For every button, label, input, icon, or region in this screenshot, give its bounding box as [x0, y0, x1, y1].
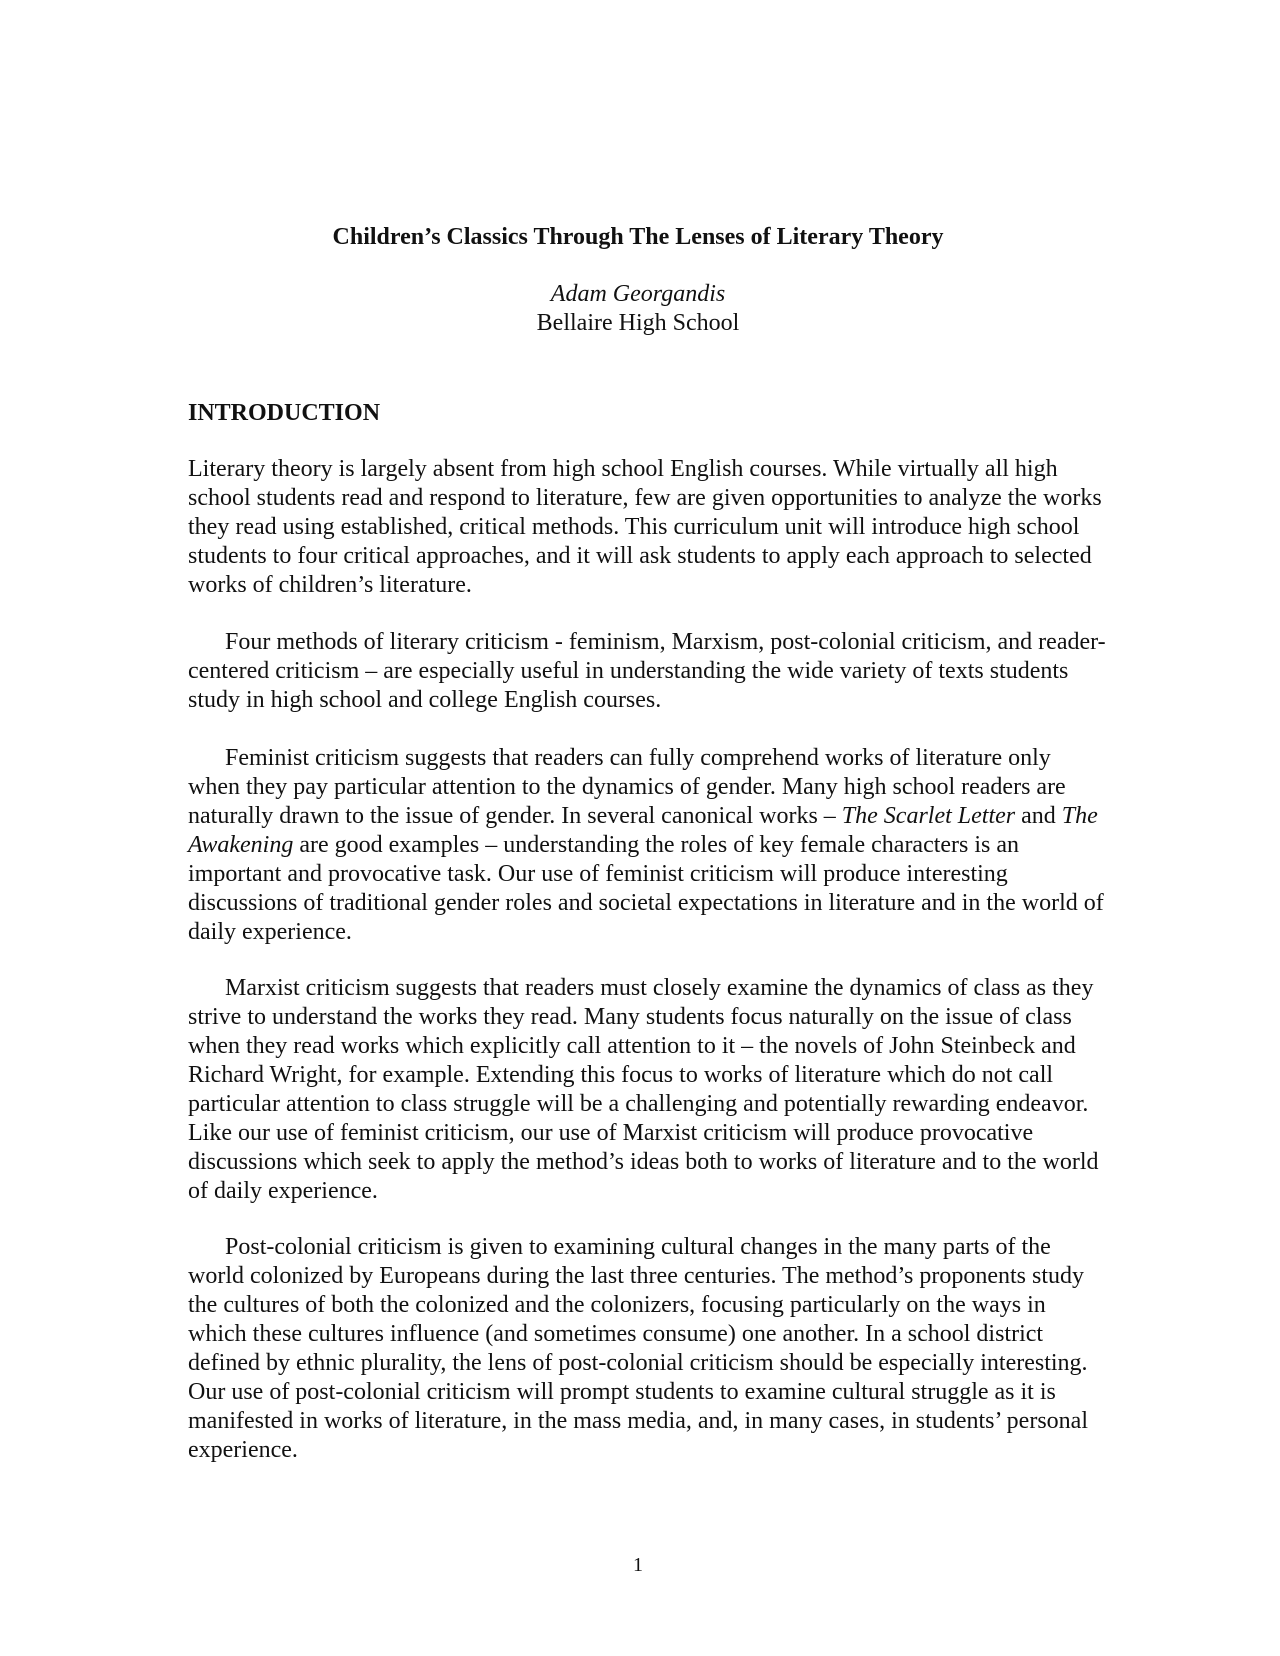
author-name: Adam Georgandis — [550, 281, 726, 307]
document-page — [188, 0, 1108, 1656]
paragraph-text-segment: and — [1015, 803, 1062, 829]
paragraph-text-segment: Feminist criticism suggests that readers can fully comprehend works of literature only when they pay particular attention to the dynamics of gender. Many high school readers are naturally drawn to the issue of gender. In several canonical works – — [188, 745, 1066, 829]
book-title-scarlet-letter: The Scarlet Letter — [841, 803, 1016, 829]
document-title: Children’s Classics Through The Lenses of Literary Theory — [332, 224, 944, 250]
book-title-awakening: The Awakening — [188, 803, 1098, 858]
paragraph-text-segment: are good examples – understanding the roles of key female characters is an important and provocative task. Our use of feminist criticism will produce interesting discussions of traditional gender roles and societal expectations in literature and in the world of daily experience. — [188, 832, 1104, 945]
author-affiliation: Bellaire High School — [536, 310, 740, 336]
page-number: 1 — [633, 1554, 643, 1576]
paragraph-post-colonial-criticism: Post-colonial criticism is given to examining cultural changes in the many parts of the world colonized by Europeans during the last three centuries. The method’s proponents study the cultures of both the colonized and the colonizers, focusing particularly on the ways in which these cultures influence (and sometimes consume) one another. In a school district defined by ethnic plurality, the lens of post-colonial criticism should be especially interesting. Our use of post-colonial criticism will prompt students to examine cultural struggle as it is manifested in works of literature, in the mass media, and, in many cases, in students’ personal experience. — [188, 1234, 1088, 1463]
section-heading: INTRODUCTION — [188, 400, 381, 426]
paragraph-feminist-criticism — [188, 744, 1108, 947]
paragraph-intro: Literary theory is largely absent from high school English courses. While virtually all high school students read and respond to literature, few are given opportunities to analyze the works they read using established, critical methods. This curriculum unit will introduce high school students to four critical approaches, and it will ask students to apply each approach to selected works of children’s literature. — [188, 456, 1102, 598]
paragraph-marxist-criticism: Marxist criticism suggests that readers must closely examine the dynamics of class as they strive to understand the works they read. Many students focus naturally on the issue of class when they read works which explicitly call attention to it – the novels of John Steinbeck and Richard Wright, for example. Extending this focus to works of literature which do not call particular attention to class struggle will be a challenging and potentially rewarding endeavor. Like our use of feminist criticism, our use of Marxist criticism will produce provocative discussions which seek to apply the method’s ideas both to works of literature and to the world of daily experience. — [188, 975, 1099, 1204]
paragraph-four-methods: Four methods of literary criticism - feminism, Marxism, post-colonial criticism, and reader-centered criticism – are especially useful in understanding the wide variety of texts students study in high school and college English courses. — [188, 629, 1106, 713]
